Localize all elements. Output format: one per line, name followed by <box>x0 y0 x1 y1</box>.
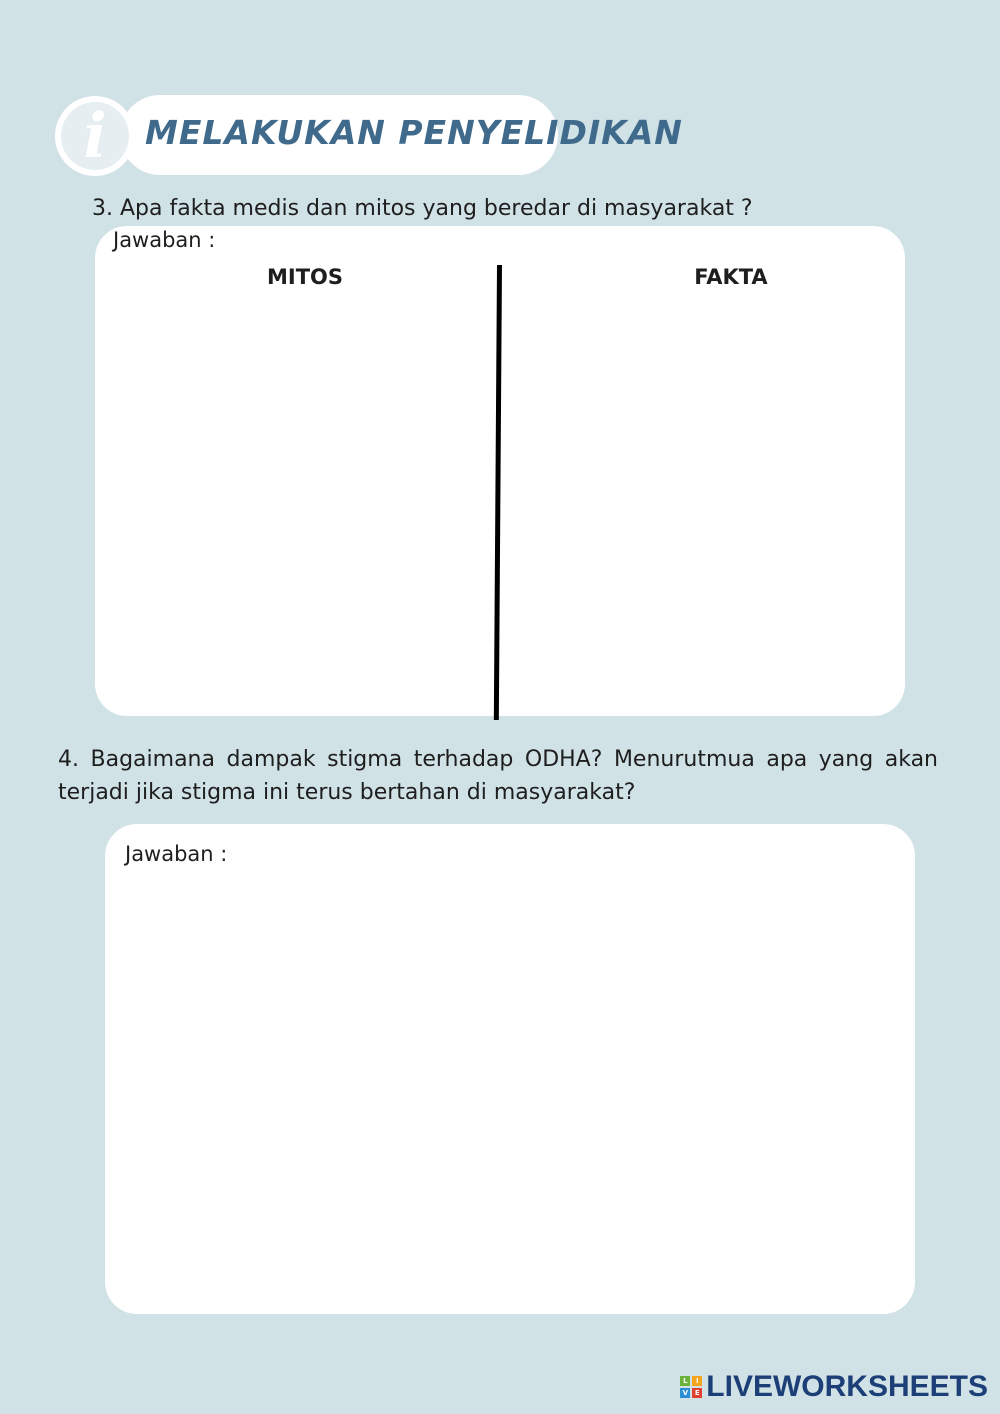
liveworksheets-logo[interactable] <box>680 1370 988 1404</box>
logo-letter: L <box>680 1376 690 1386</box>
logo-letter: V <box>680 1388 690 1398</box>
answer-label-q4: Jawaban : <box>125 842 228 866</box>
info-icon <box>55 96 135 176</box>
question-4-text: 4. Bagaimana dampak stigma terhadap ODHA? Menurutmua apa yang akan terjadi jika stigma ini terus bertahan di masyarakat? <box>58 747 938 805</box>
logo-letter: I <box>692 1376 702 1386</box>
column-heading-mitos: MITOS <box>266 265 343 289</box>
logo-letter: E <box>692 1388 702 1398</box>
question-3-text: 3. Apa fakta medis dan mitos yang beredar di masyarakat ? <box>92 196 753 221</box>
logo-grid-icon <box>680 1376 702 1398</box>
info-icon-glyph: i <box>83 99 107 172</box>
brand-name: LIVEWORKSHEETS <box>706 1370 988 1403</box>
answer-card-q4[interactable] <box>105 824 915 1314</box>
answer-label-q3: Jawaban : <box>113 228 216 252</box>
section-title: MELAKUKAN PENYELIDIKAN <box>145 113 683 152</box>
column-heading-fakta: FAKTA <box>694 265 768 289</box>
